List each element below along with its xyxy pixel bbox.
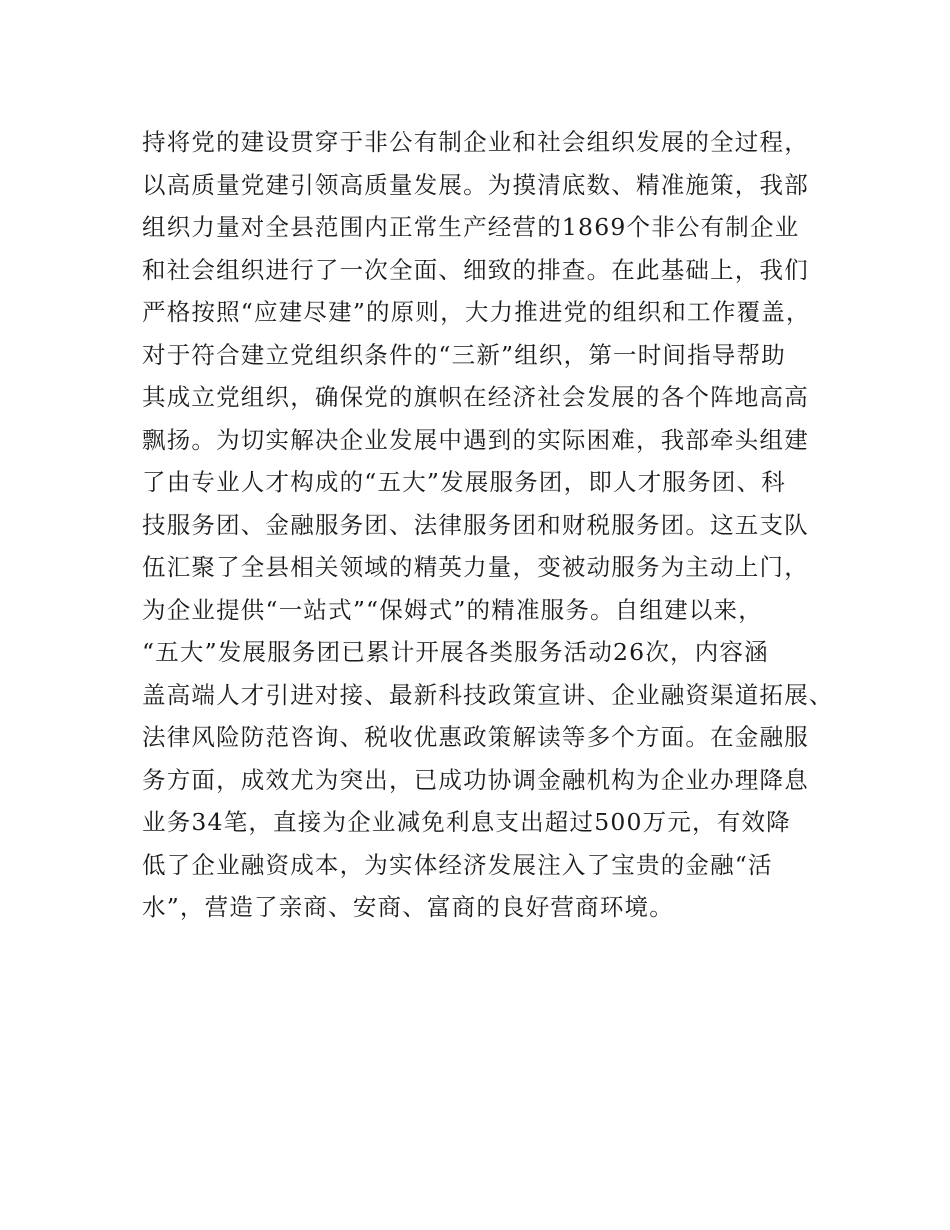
paragraph-line-19: 水”，营造了亲商、安商、富商的良好营商环境。 <box>142 893 674 921</box>
paragraph-line-18: 低了企业融资成本，为实体经济发展注入了宝贵的金融“活 <box>142 850 773 879</box>
paragraph-line-17: 业务34笔，直接为企业减免利息支出超过500万元，有效降 <box>142 808 791 836</box>
paragraph-line-13: “五大”发展服务团已累计开展各类服务活动26次，内容涵 <box>142 638 769 666</box>
paragraph-line-4: 和社会组织进行了一次全面、细致的排查。在此基础上，我们 <box>142 255 809 284</box>
paragraph-line-14: 盖高端人才引进对接、最新科技政策宣讲、企业融资渠道拓展、 <box>142 680 834 709</box>
paragraph-line-7: 其成立党组织，确保党的旗帜在经济社会发展的各个阵地高高 <box>142 383 809 411</box>
paragraph-line-12: 为企业提供“一站式”“保姆式”的精准服务。自组建以来， <box>142 595 763 624</box>
paragraph-line-9: 了由专业人才构成的“五大”发展服务团，即人才服务团、科 <box>142 468 786 496</box>
paragraph-line-6: 对于符合建立党组织条件的“三新”组织，第一时间指导帮助 <box>142 340 786 369</box>
paragraph-line-10: 技服务团、金融服务团、法律服务团和财税服务团。这五支队 <box>142 510 809 539</box>
paragraph-line-16: 务方面，成效尤为突出，已成功协调金融机构为企业办理降息 <box>142 765 809 794</box>
paragraph-line-3: 组织力量对全县范围内正常生产经营的1869个非公有制企业 <box>142 213 800 241</box>
paragraph-line-15: 法律风险防范咨询、税收优惠政策解读等多个方面。在金融服 <box>142 723 809 751</box>
paragraph-line-2: 以高质量党建引领高质量发展。为摸清底数、精准施策，我部 <box>142 170 809 199</box>
paragraph-line-8: 飘扬。为切实解决企业发展中遇到的实际困难，我部牵头组建 <box>142 425 809 454</box>
paragraph-line-5: 严格按照“应建尽建”的原则，大力推进党的组织和工作覆盖， <box>142 298 811 326</box>
body-paragraph <box>142 121 842 929</box>
paragraph-line-1: 持将党的建设贯穿于非公有制企业和社会组织发展的全过程， <box>142 128 809 156</box>
paragraph-line-11: 伍汇聚了全县相关领域的精英力量，变被动服务为主动上门， <box>142 553 809 581</box>
